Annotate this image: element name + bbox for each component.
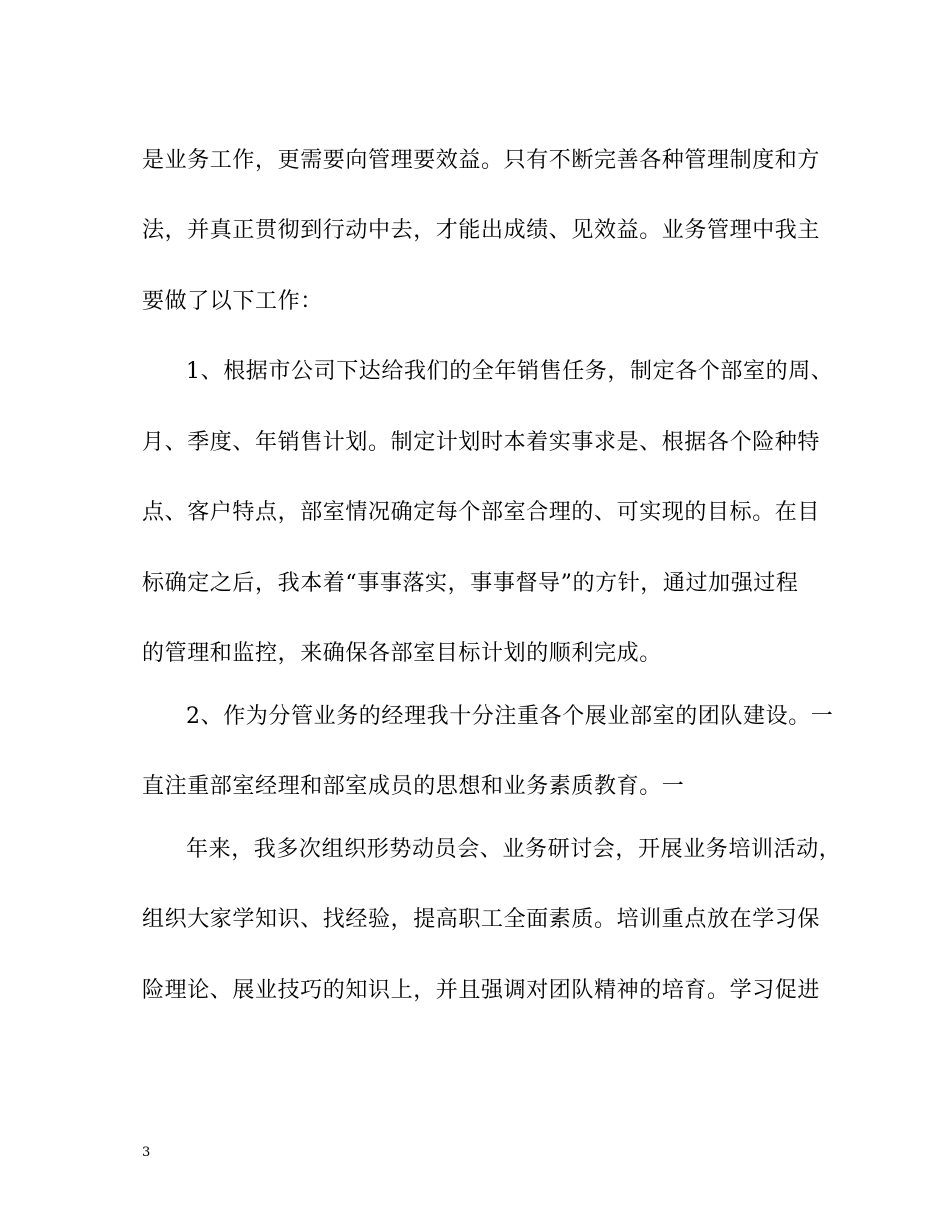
body-text-line: 组织大家学知识、找经验，提高职工全面素质。培训重点放在学习保	[142, 907, 821, 932]
body-text-line: 要做了以下工作：	[142, 289, 323, 314]
page-number: 3	[142, 1145, 151, 1160]
body-text-line: 点、客户特点，部室情况确定每个部室合理的、可实现的目标。在目	[142, 500, 821, 525]
body-text-line: 标确定之后，我本着“事事落实，事事督导”的方针，通过加强过程	[142, 571, 799, 596]
body-text-line: 是业务工作，更需要向管理要效益。只有不断完善各种管理制度和方	[142, 148, 821, 173]
body-text-line: 月、季度、年销售计划。制定计划时本着实事求是、根据各个险种特	[142, 430, 821, 455]
body-text-line: 1、根据市公司下达给我们的全年销售任务，制定各个部室的周、	[186, 359, 834, 384]
body-text-line: 法，并真正贯彻到行动中去，才能出成绩、见效益。业务管理中我主	[142, 218, 821, 243]
body-text-line: 年来，我多次组织形势动员会、业务研讨会，开展业务培训活动，	[186, 837, 842, 862]
body-text-line: 直注重部室经理和部室成员的思想和业务素质教育。一	[142, 774, 685, 799]
body-text-line: 的管理和监控，来确保各部室目标计划的顺利完成。	[142, 641, 662, 666]
body-text-line: 险理论、展业技巧的知识上，并且强调对团队精神的培育。学习促进	[142, 978, 821, 1003]
body-text-line: 2、作为分管业务的经理我十分注重各个展业部室的团队建设。一	[186, 704, 834, 729]
